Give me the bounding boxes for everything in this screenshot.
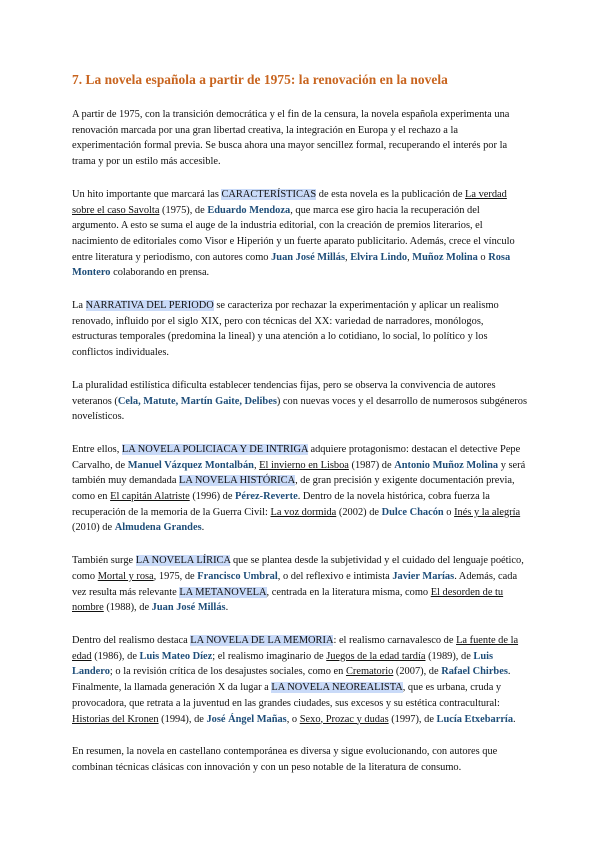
text-run: . <box>225 602 229 614</box>
author-name: Pérez-Reverte <box>235 491 298 503</box>
text-run: y será también muy demandada <box>72 459 526 487</box>
text-run: , <box>407 251 413 263</box>
highlighted-term: CARACTERÍSTICAS <box>221 188 317 200</box>
text-run: , que marca ese giro hacia la recuperación del argumento. A esto se suma el auge de la industria editorial, con la creación de premios literarios, el nacimiento de editoriales como Visor e Hiperión y un fuerte aparato publicitario. Además, crece el vínculo entre literatura y periodismo, con autores como <box>72 204 515 263</box>
text-run: (2010) de <box>72 522 115 534</box>
author-name: Muñoz Molina <box>412 251 478 263</box>
book-title: Historias del Kronen <box>72 713 159 725</box>
author-name: Francisco Umbral <box>197 570 278 582</box>
author-name: Luis Mateo Díez <box>139 650 213 662</box>
highlighted-term: LA NOVELA POLICIACA Y DE INTRIGA <box>121 443 308 455</box>
text-run: La <box>72 300 86 312</box>
document-body <box>72 107 528 776</box>
text-run: (1986), de <box>91 650 140 662</box>
text-run: ; o la revisión crítica de los desajustes sociales, como en <box>109 666 346 678</box>
text-run: (1989), de <box>425 650 474 662</box>
text-run: Un hito importante que marcará las <box>72 188 222 200</box>
text-run: , centrada en la literatura misma, como <box>266 586 431 598</box>
paragraph <box>72 378 528 425</box>
text-run: : el realismo carnavalesco de <box>333 634 457 646</box>
text-run: , <box>253 459 260 471</box>
text-run: . Dentro de la novela histórica, cobra fuerza la recuperación de la memoria de la Guerra Civil: <box>72 491 490 518</box>
text-run: , <box>345 251 351 263</box>
book-title: La voz dormida <box>270 506 337 518</box>
text-run: . <box>513 713 516 725</box>
author-name: Manuel Vázquez Montalbán <box>127 459 254 471</box>
paragraph <box>72 187 528 281</box>
text-run: , o del reflexivo e intimista <box>277 570 393 582</box>
text-run: o <box>477 251 489 263</box>
paragraph <box>72 553 528 616</box>
paragraph <box>72 298 528 361</box>
text-run: , que es urbana, cruda y provocadora, que retrata a la juventud en las grandes ciudades, sus excesos y su estética contracultural: <box>72 682 502 709</box>
text-run: . Además, cada vez resulta más relevante <box>72 570 518 598</box>
highlighted-term: LA NOVELA NEOREALISTA <box>271 682 403 694</box>
text-run: , o <box>286 713 300 725</box>
author-name: Rafael Chirbes <box>441 666 508 678</box>
author-name: Dulce Chacón <box>381 506 444 518</box>
text-run: se caracteriza por rechazar la experimentación y aplicar un realismo renovado, influido por el siglo XIX, pero con técnicas del XX: variedad de narradores, monólogos, estructuras temporales (predomina la lineal) y una atención a lo cotidiano, lo social, lo político y los conflictos individuales. <box>72 300 499 359</box>
text-run: (2002) de <box>336 506 382 518</box>
book-title: La fuente de la edad <box>72 634 519 662</box>
author-name: Elvira Lindo <box>350 251 408 263</box>
author-name: Juan José Millás <box>151 602 226 614</box>
book-title: Mortal y rosa <box>97 570 154 582</box>
book-title: Inés y la alegría <box>454 506 521 518</box>
book-title: El capitán Alatriste <box>110 491 190 503</box>
text-run: (1988), de <box>103 602 152 614</box>
text-run: . Finalmente, la llamada generación X da lugar a <box>72 666 511 694</box>
text-run: (2007), de <box>393 666 442 678</box>
text-run: de esta novela es la publicación de <box>316 188 466 200</box>
highlighted-term: LA METANOVELA <box>179 586 267 598</box>
highlighted-term: LA NOVELA LÍRICA <box>135 555 231 567</box>
paragraph <box>72 107 528 170</box>
text-run: (1997), de <box>388 713 437 725</box>
book-title: El desorden de tu nombre <box>72 586 504 614</box>
paragraph <box>72 442 528 536</box>
text-run: A partir de 1975, con la transición democrática y el fin de la censura, la novela española experimenta una renovación marcada por una gran libertad creativa, la integración en Europa y el rechazo a la experimentación formal previa. Se busca ahora una mayor sencillez formal, recuperando el interés por la trama y por un estilo más accesible. <box>72 109 510 168</box>
author-name: Antonio Muñoz Molina <box>394 459 499 471</box>
text-run: (1975), de <box>159 204 208 216</box>
book-title: Crematorio <box>345 666 394 678</box>
text-run: Entre ellos, <box>72 443 122 455</box>
text-run: (1996) de <box>189 491 236 503</box>
author-name: Juan José Millás <box>271 251 345 263</box>
book-title: Sexo, Prozac y dudas <box>299 713 389 725</box>
author-name: Eduardo Mendoza <box>207 204 291 216</box>
author-name: José Ángel Mañas <box>206 713 287 725</box>
paragraph <box>72 744 528 775</box>
text-run: En resumen, la novela en castellano contemporánea es diversa y sigue evolucionando, con autores que combinan técnicas clásicas con innovación y con un peso notable de la literatura de consumo. <box>72 746 498 773</box>
text-run: ) con nuevas voces y el desarrollo de numerosos subgéneros novelísticos. <box>72 395 528 423</box>
highlighted-term: NARRATIVA DEL PERIODO <box>85 300 214 312</box>
text-run: , de gran precisión y exigente documentación previa, como en <box>72 475 515 503</box>
highlighted-term: LA NOVELA DE LA MEMORIA <box>190 634 334 646</box>
book-title: La verdad sobre el caso Savolta <box>72 188 507 216</box>
text-run: . <box>201 522 205 534</box>
author-name: Javier Marías <box>392 570 455 582</box>
text-run: ; el realismo imaginario de <box>212 650 327 662</box>
author-name: Almudena Grandes <box>114 522 202 534</box>
author-name: Lucía Etxebarría <box>436 713 514 725</box>
text-run: La pluralidad estilística dificulta establecer tendencias fijas, pero se observa la convivencia de autores veteranos ( <box>72 379 496 407</box>
text-run: (1987) de <box>348 459 395 471</box>
text-run: que se plantea desde la subjetividad y el cuidado del lenguaje poético, como <box>72 555 524 582</box>
text-run: colaborando en prensa. <box>110 267 210 279</box>
document-title: 7. La novela española a partir de 1975: la renovación en la novela <box>72 72 448 87</box>
text-run: También surge <box>72 555 136 567</box>
paragraph <box>72 633 528 727</box>
text-run: (1994), de <box>158 713 207 725</box>
text-run: , 1975, de <box>153 570 198 582</box>
author-name: Cela, Matute, Martín Gaite, Delibes <box>117 395 277 407</box>
text-run: o <box>443 506 455 518</box>
highlighted-term: LA NOVELA HISTÓRICA <box>179 475 296 487</box>
book-title: Juegos de la edad tardía <box>326 650 426 662</box>
book-title: El invierno en Lisboa <box>259 459 349 471</box>
text-run: Dentro del realismo destaca <box>72 634 191 646</box>
author-name: Rosa Montero <box>72 251 511 279</box>
author-name: Luis Landero <box>72 650 494 678</box>
text-run: adquiere protagonismo: destacan el detective Pepe Carvalho, de <box>72 443 521 471</box>
